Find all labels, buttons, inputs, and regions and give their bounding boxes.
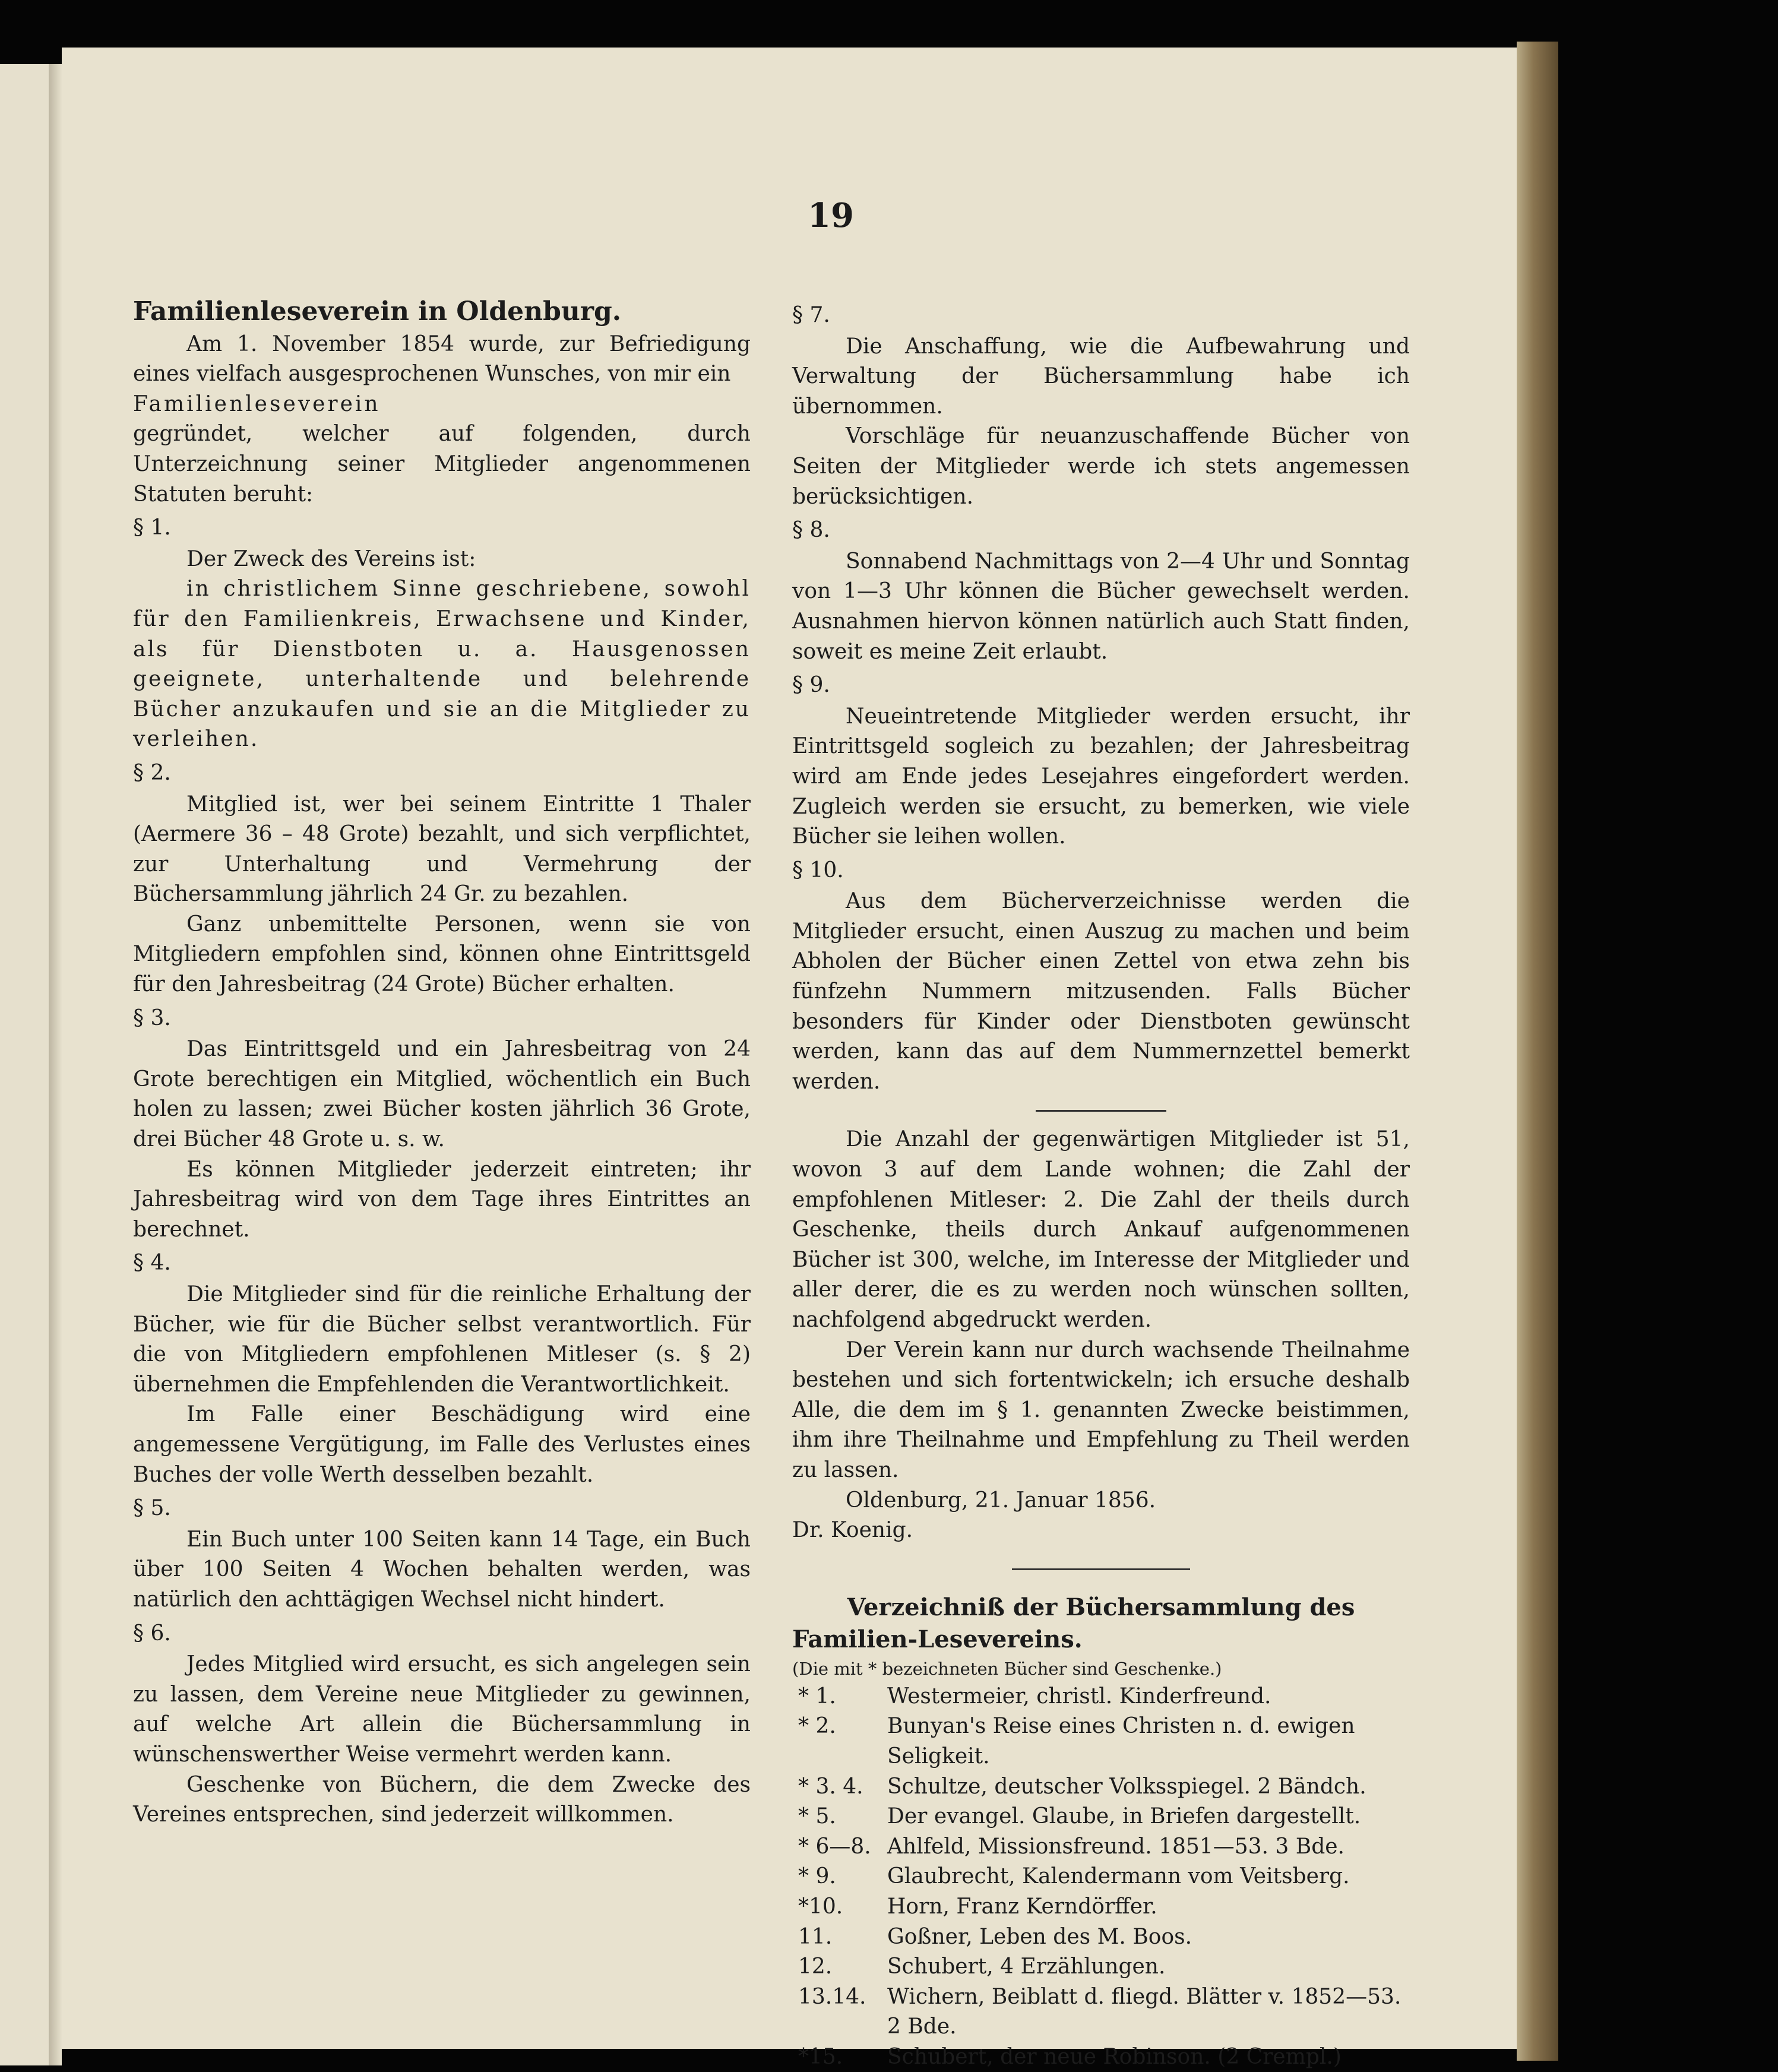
entry-number: * 5.	[798, 1804, 836, 1829]
intro-paragraph: Am 1. November 1854 wurde, zur Befriedigung eines vielfach ausgesprochenen Wunsches, von mir ein	[133, 331, 751, 387]
entry-number: * 3. 4.	[798, 1774, 863, 1799]
section-heading: § 10.	[792, 858, 844, 882]
intro-paragraph-continued: gegründet, welcher auf folgenden, durch Unterzeichnung seiner Mitglieder angenommenen Statuten beruht:	[133, 422, 751, 507]
book-gutter	[49, 64, 62, 2065]
entry-number: * 6—8.	[798, 1834, 871, 1859]
entry-number: * 1.	[798, 1684, 836, 1709]
section-text: Im Falle einer Beschädigung wird eine angemessene Vergütigung, im Falle des Verlustes eines Buches der volle Werth desselben bezahlt.	[133, 1402, 751, 1487]
section-heading: § 3.	[133, 1005, 171, 1030]
catalog-title: Verzeichniß der Büchersammlung des Familien-Lesevereins.	[792, 1593, 1355, 1653]
facing-page-edge	[0, 64, 49, 2065]
book-cover-edge	[1517, 42, 1558, 2061]
catalog-entry	[792, 1802, 1410, 1832]
section-text: Ganz unbemittelte Personen, wenn sie von Mitgliedern empfohlen sind, können ohne Eintrittsgeld für den Jahresbeitrag (24 Grote) Bücher erhalten.	[133, 912, 751, 997]
catalog-entry	[792, 2042, 1410, 2072]
entry-title: Wichern, Beiblatt d. fliegd. Blätter v. 1852—53. 2 Bde.	[887, 1984, 1401, 2039]
section-text: Das Eintrittsgeld und ein Jahresbeitrag von 24 Grote berechtigen ein Mitglied, wöchentlich ein Buch holen zu lassen; zwei Bücher kosten jährlich 36 Grote, drei Bücher 48 Grote u. s. w.	[133, 1037, 751, 1152]
catalog-entry	[792, 1832, 1410, 1862]
catalog-entry	[792, 1982, 1410, 2042]
section-text: Mitglied ist, wer bei seinem Eintritte 1 Thaler (Aermere 36 – 48 Grote) bezahlt, und sich verpflichtet, zur Unterhaltung und Vermehrung der Büchersammlung jährlich 24 Gr. zu bezahlen.	[133, 792, 751, 907]
catalog-note: (Die mit * bezeichneten Bücher sind Geschenke.)	[792, 1658, 1222, 1679]
catalog-entry	[792, 1952, 1410, 1982]
section-text: Sonnabend Nachmittags von 2—4 Uhr und Sonntag von 1—3 Uhr können die Bücher gewechselt werden. Ausnahmen hiervon können natürlich auch Statt finden, soweit es meine Zeit erlaubt.	[792, 549, 1410, 664]
entry-number: 11.	[798, 1924, 833, 1949]
section-heading: § 9.	[792, 673, 830, 698]
divider-rule	[1012, 1568, 1190, 1570]
left-column	[133, 297, 751, 1830]
entry-title: Bunyan's Reise eines Christen n. d. ewigen Seligkeit.	[887, 1714, 1355, 1769]
document-title: Familienleseverein in Oldenburg.	[133, 296, 622, 327]
section-text: Neueintretende Mitglieder werden ersucht, ihr Eintrittsgeld sogleich zu bezahlen; der Jahresbeitrag wird am Ende jedes Lesejahres eingefordert werden. Zugleich werden sie ersucht, zu bemerken, wie viele Bücher sie leihen wollen.	[792, 704, 1410, 849]
catalog-entry	[792, 1772, 1410, 1802]
section-heading: § 1.	[133, 515, 171, 540]
section-text: Der Zweck des Vereins ist:	[186, 546, 476, 571]
section-text: Es können Mitglieder jederzeit eintreten; ihr Jahresbeitrag wird von dem Tage ihres Eintrittes an berechnet.	[133, 1157, 751, 1242]
entry-title: Schultze, deutscher Volksspiegel. 2 Bändch.	[887, 1774, 1366, 1799]
statistics-paragraph: Die Anzahl der gegenwärtigen Mitglieder ist 51, wovon 3 auf dem Lande wohnen; die Zahl der empfohlenen Mitleser: 2. Die Zahl der theils durch Geschenke, theils durch Ankauf aufgenommenen Bücher ist 300, welche, im Interesse der Mitglieder und aller derer, die es zu werden noch wünschen sollten, nachfolgend abgedruckt werden.	[792, 1127, 1410, 1332]
catalog-entry	[792, 1862, 1410, 1892]
section-heading: § 4.	[133, 1251, 171, 1276]
section-heading: § 8.	[792, 518, 830, 543]
place-date: Oldenburg, 21. Januar 1856.	[846, 1488, 1156, 1513]
section-text: Aus dem Bücherverzeichnisse werden die Mitglieder ersucht, einen Auszug zu machen und beim Abholen der Bücher einen Zettel von etwa zehn bis fünfzehn Nummern mitzusenden. Falls Bücher besonders für Kinder oder Dienstboten gewünscht werden, kann das auf dem Nummernzettel bemerkt werden.	[792, 889, 1410, 1094]
entry-title: Schubert, der neue Robinson. (2 Crempl.)	[887, 2044, 1342, 2069]
entry-number: 12.	[798, 1954, 833, 1979]
catalog-entry	[792, 1892, 1410, 1922]
catalog-entry	[792, 1922, 1410, 1953]
section-text: Vorschläge für neuanzuschaffende Bücher von Seiten der Mitglieder werde ich stets angemessen berücksichtigen.	[792, 424, 1410, 509]
section-heading: § 2.	[133, 760, 171, 785]
section-text: Ein Buch unter 100 Seiten kann 14 Tage, ein Buch über 100 Seiten 4 Wochen behalten werden, was natürlich den achttägigen Wechsel nicht hindert.	[133, 1527, 751, 1612]
section-heading: § 6.	[133, 1621, 171, 1646]
entry-number: *15.	[798, 2044, 843, 2069]
right-column	[792, 297, 1410, 2072]
entry-title: Horn, Franz Kerndörffer.	[887, 1894, 1157, 1919]
section-text: Jedes Mitglied wird ersucht, es sich angelegen sein zu lassen, dem Vereine neue Mitglieder zu gewinnen, auf welche Art allein die Büchersammlung in wünschenswerther Weise vermehrt werden kann.	[133, 1652, 751, 1767]
section-text: Geschenke von Büchern, die dem Zwecke des Vereines entsprechen, sind jederzeit willkommen.	[133, 1772, 751, 1827]
section-text: Die Mitglieder sind für die reinliche Erhaltung der Bücher, wie für die Bücher selbst verantwortlich. Für die von Mitgliedern empfohlenen Mitleser (s. § 2) übernehmen die Empfehlenden die Verantwortlichkeit.	[133, 1282, 751, 1397]
catalog-list	[792, 1682, 1410, 2072]
catalog-entry	[792, 1682, 1410, 1712]
section-heading: § 5.	[133, 1496, 171, 1521]
club-name: Familienleseverein	[133, 391, 381, 416]
entry-title: Der evangel. Glaube, in Briefen dargestellt.	[887, 1804, 1361, 1829]
book-page	[62, 48, 1517, 2069]
section-heading: § 7.	[792, 303, 830, 327]
entry-title: Ahlfeld, Missionsfreund. 1851—53. 3 Bde.	[887, 1834, 1344, 1859]
section-purpose-text: in christlichem Sinne geschriebene, sowohl für den Familienkreis, Erwachsene und Kinder, als für Dienstboten u. a. Hausgenossen geeignete, unterhaltende und belehrende Bücher anzukaufen und sie an die Mitglieder zu verleihen.	[133, 577, 751, 752]
entry-title: Goßner, Leben des M. Boos.	[887, 1924, 1192, 1949]
page-number: 19	[808, 196, 854, 235]
entry-number: * 9.	[798, 1864, 836, 1889]
entry-number: 13.14.	[798, 1984, 866, 2009]
entry-title: Glaubrecht, Kalendermann vom Veitsberg.	[887, 1864, 1350, 1889]
entry-number: * 2.	[798, 1714, 836, 1739]
divider-rule	[1036, 1110, 1166, 1112]
appeal-paragraph: Der Verein kann nur durch wachsende Theilnahme bestehen und sich fortentwickeln; ich ersuche deshalb Alle, die dem im § 1. genannten Zwecke beistimmen, ihm ihre Theilnahme und Empfehlung zu Theil werden zu lassen.	[792, 1337, 1410, 1482]
signature: Dr. Koenig.	[792, 1518, 913, 1543]
entry-title: Schubert, 4 Erzählungen.	[887, 1954, 1166, 1979]
entry-number: *10.	[798, 1894, 843, 1919]
section-text: Die Anschaffung, wie die Aufbewahrung und Verwaltung der Büchersammlung habe ich übernommen.	[792, 334, 1410, 419]
entry-title: Westermeier, christl. Kinderfreund.	[887, 1684, 1271, 1709]
catalog-entry	[792, 1712, 1410, 1772]
